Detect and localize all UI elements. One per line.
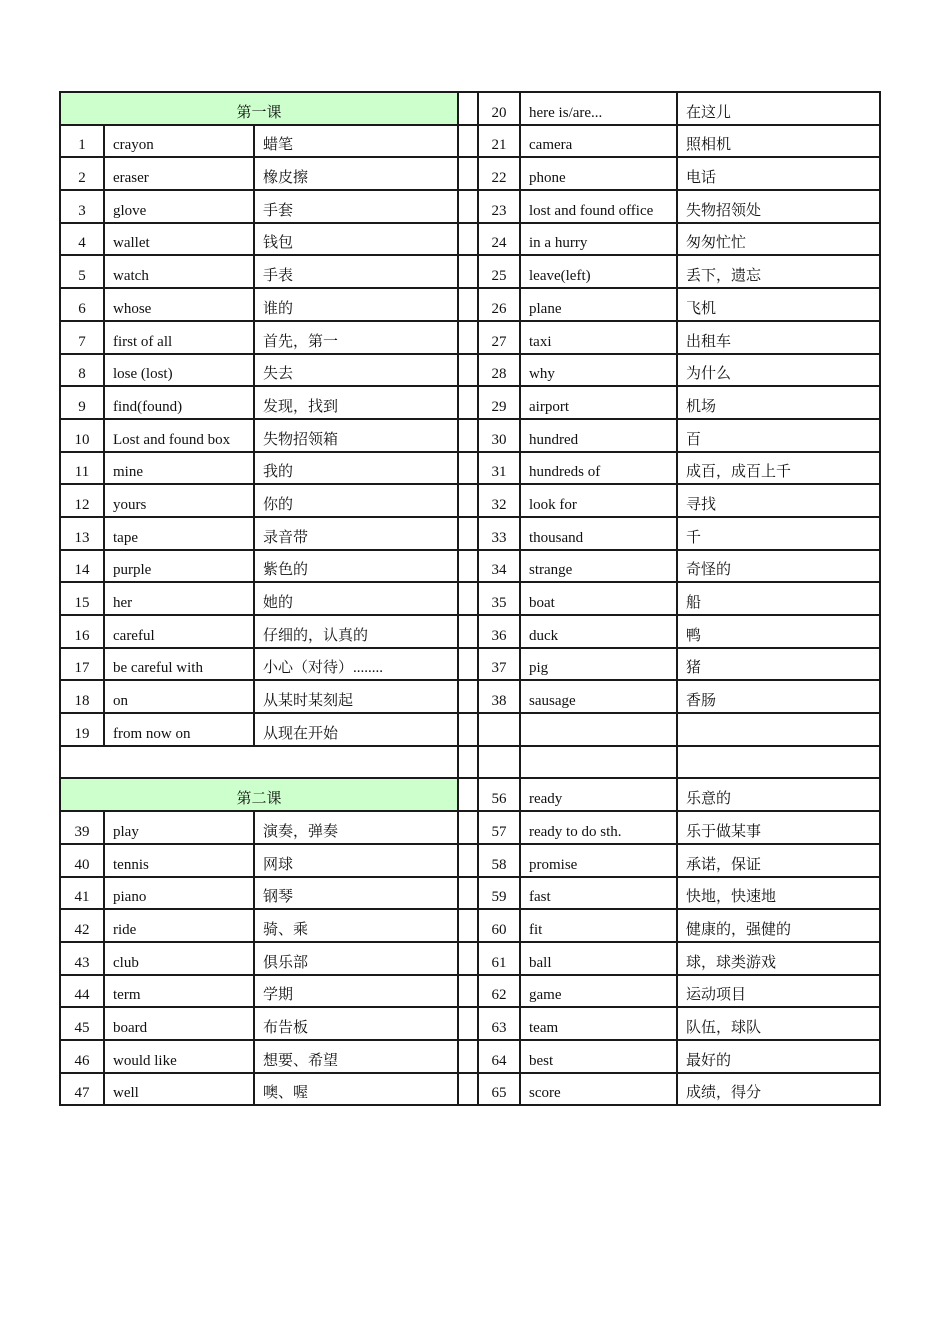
table-row [60,1073,880,1106]
entry-number: 41 [60,877,104,910]
entry-english: duck [520,615,677,648]
lesson-title: 第二课 [60,778,458,811]
entry-chinese: 演奏，弹奏 [254,811,458,844]
column-gap [458,975,478,1008]
entry-english: ball [520,942,677,975]
entry-english: watch [104,255,254,288]
entry-number: 17 [60,648,104,681]
table-row [60,1007,880,1040]
entry-english: ready [520,778,677,811]
entry-number: 31 [478,452,520,485]
entry-chinese: 出租车 [677,321,880,354]
entry-chinese: 成百，成百上千 [677,452,880,485]
entry-english: boat [520,582,677,615]
entry-number: 26 [478,288,520,321]
entry-chinese: 钢琴 [254,877,458,910]
entry-chinese: 在这儿 [677,92,880,125]
column-gap [458,419,478,452]
entry-number: 37 [478,648,520,681]
table-row [60,844,880,877]
entry-number: 39 [60,811,104,844]
entry-chinese: 从某时某刻起 [254,680,458,713]
entry-chinese: 乐意的 [677,778,880,811]
entry-number: 25 [478,255,520,288]
entry-english: fast [520,877,677,910]
table-row [60,517,880,550]
entry-english: hundreds of [520,452,677,485]
entry-chinese: 飞机 [677,288,880,321]
column-gap [458,1073,478,1106]
entry-chinese: 乐于做某事 [677,811,880,844]
entry-english: find(found) [104,386,254,419]
empty-cell [520,746,677,779]
entry-number: 18 [60,680,104,713]
entry-chinese: 机场 [677,386,880,419]
entry-chinese: 录音带 [254,517,458,550]
column-gap [458,288,478,321]
entry-english: plane [520,288,677,321]
entry-number: 28 [478,354,520,387]
entry-english: play [104,811,254,844]
table-row [60,615,880,648]
entry-chinese: 匆匆忙忙 [677,223,880,256]
entry-number: 62 [478,975,520,1008]
entry-chinese: 她的 [254,582,458,615]
table-row [60,1040,880,1073]
entry-number: 20 [478,92,520,125]
column-gap [458,1040,478,1073]
empty-cell [520,713,677,746]
entry-chinese: 失去 [254,354,458,387]
entry-number: 14 [60,550,104,583]
entry-english: in a hurry [520,223,677,256]
separator-row [60,746,880,779]
entry-number: 29 [478,386,520,419]
entry-english: best [520,1040,677,1073]
entry-english: camera [520,125,677,158]
entry-english: leave(left) [520,255,677,288]
entry-chinese: 失物招领处 [677,190,880,223]
column-gap [458,92,478,125]
entry-english: hundred [520,419,677,452]
entry-english: game [520,975,677,1008]
entry-english: score [520,1073,677,1106]
entry-english: fit [520,909,677,942]
table-row [60,288,880,321]
entry-number: 34 [478,550,520,583]
column-gap [458,125,478,158]
column-gap [458,778,478,811]
entry-number: 47 [60,1073,104,1106]
entry-number: 64 [478,1040,520,1073]
entry-english: why [520,354,677,387]
entry-chinese: 失物招领箱 [254,419,458,452]
entry-number: 44 [60,975,104,1008]
entry-number: 27 [478,321,520,354]
entry-chinese: 学期 [254,975,458,1008]
entry-english: eraser [104,157,254,190]
table-row [60,680,880,713]
entry-chinese: 橡皮擦 [254,157,458,190]
entry-number: 38 [478,680,520,713]
entry-number: 36 [478,615,520,648]
column-gap [458,713,478,746]
entry-english: team [520,1007,677,1040]
column-gap [458,321,478,354]
column-gap [458,844,478,877]
entry-chinese: 香肠 [677,680,880,713]
entry-chinese: 你的 [254,484,458,517]
entry-number: 10 [60,419,104,452]
entry-chinese: 队伍，球队 [677,1007,880,1040]
entry-english: board [104,1007,254,1040]
entry-number: 1 [60,125,104,158]
entry-chinese: 蜡笔 [254,125,458,158]
table-row [60,92,880,125]
table-row [60,223,880,256]
entry-number: 12 [60,484,104,517]
table-row [60,778,880,811]
table-row [60,582,880,615]
entry-chinese: 鸭 [677,615,880,648]
empty-cell [677,713,880,746]
entry-number: 15 [60,582,104,615]
entry-number: 46 [60,1040,104,1073]
entry-english: strange [520,550,677,583]
entry-chinese: 小心（对待）........ [254,648,458,681]
column-gap [458,255,478,288]
column-gap [458,354,478,387]
entry-english: be careful with [104,648,254,681]
entry-chinese: 布告板 [254,1007,458,1040]
entry-number: 57 [478,811,520,844]
empty-cell [60,746,458,779]
table-row [60,811,880,844]
entry-number: 42 [60,909,104,942]
column-gap [458,386,478,419]
entry-number: 30 [478,419,520,452]
column-gap [458,942,478,975]
entry-english: term [104,975,254,1008]
entry-chinese: 照相机 [677,125,880,158]
entry-english: promise [520,844,677,877]
entry-chinese: 网球 [254,844,458,877]
entry-english: sausage [520,680,677,713]
entry-english: ready to do sth. [520,811,677,844]
entry-number: 8 [60,354,104,387]
entry-chinese: 运动项目 [677,975,880,1008]
entry-number: 3 [60,190,104,223]
entry-number: 61 [478,942,520,975]
entry-number: 11 [60,452,104,485]
entry-number: 58 [478,844,520,877]
table-row [60,255,880,288]
column-gap [458,484,478,517]
entry-number: 6 [60,288,104,321]
entry-english: here is/are... [520,92,677,125]
column-gap [458,648,478,681]
entry-english: thousand [520,517,677,550]
entry-chinese: 俱乐部 [254,942,458,975]
table-row [60,877,880,910]
entry-number: 43 [60,942,104,975]
entry-chinese: 千 [677,517,880,550]
vocabulary-table [59,91,881,1106]
column-gap [458,517,478,550]
entry-english: careful [104,615,254,648]
entry-english: club [104,942,254,975]
entry-english: purple [104,550,254,583]
entry-english: mine [104,452,254,485]
entry-english: first of all [104,321,254,354]
entry-number: 24 [478,223,520,256]
table-row [60,909,880,942]
entry-chinese: 我的 [254,452,458,485]
entry-number: 35 [478,582,520,615]
entry-english: lost and found office [520,190,677,223]
table-row [60,386,880,419]
lesson-title: 第一课 [60,92,458,125]
column-gap [458,680,478,713]
entry-english: from now on [104,713,254,746]
entry-number: 19 [60,713,104,746]
entry-chinese: 最好的 [677,1040,880,1073]
table-row [60,713,880,746]
column-gap [458,811,478,844]
entry-number: 56 [478,778,520,811]
column-gap [458,550,478,583]
entry-chinese: 从现在开始 [254,713,458,746]
entry-number: 5 [60,255,104,288]
entry-chinese: 承诺，保证 [677,844,880,877]
entry-number: 33 [478,517,520,550]
table-row [60,550,880,583]
entry-chinese: 百 [677,419,880,452]
entry-english: on [104,680,254,713]
column-gap [458,452,478,485]
entry-chinese: 成绩，得分 [677,1073,880,1106]
entry-english: taxi [520,321,677,354]
entry-english: yours [104,484,254,517]
entry-number: 65 [478,1073,520,1106]
table-row [60,157,880,190]
entry-chinese: 电话 [677,157,880,190]
table-row [60,419,880,452]
entry-english: airport [520,386,677,419]
empty-cell [478,746,520,779]
table-row [60,484,880,517]
entry-chinese: 船 [677,582,880,615]
entry-english: lose (lost) [104,354,254,387]
column-gap [458,909,478,942]
table-row [60,942,880,975]
entry-english: crayon [104,125,254,158]
entry-chinese: 仔细的，认真的 [254,615,458,648]
entry-english: whose [104,288,254,321]
entry-english: pig [520,648,677,681]
entry-english: would like [104,1040,254,1073]
entry-number: 63 [478,1007,520,1040]
entry-number: 45 [60,1007,104,1040]
entry-chinese: 快地，快速地 [677,877,880,910]
entry-number: 32 [478,484,520,517]
entry-english: tape [104,517,254,550]
empty-cell [677,746,880,779]
entry-chinese: 噢、喔 [254,1073,458,1106]
entry-number: 7 [60,321,104,354]
entry-number: 9 [60,386,104,419]
column-gap [458,223,478,256]
entry-english: Lost and found box [104,419,254,452]
entry-chinese: 寻找 [677,484,880,517]
column-gap [458,157,478,190]
entry-chinese: 手套 [254,190,458,223]
column-gap [458,877,478,910]
column-gap [458,746,478,779]
entry-chinese: 手表 [254,255,458,288]
entry-english: piano [104,877,254,910]
entry-number: 59 [478,877,520,910]
entry-number: 2 [60,157,104,190]
table-row [60,321,880,354]
empty-cell [478,713,520,746]
table-row [60,648,880,681]
entry-chinese: 丢下，遗忘 [677,255,880,288]
entry-chinese: 紫色的 [254,550,458,583]
entry-chinese: 奇怪的 [677,550,880,583]
entry-chinese: 骑、乘 [254,909,458,942]
entry-english: tennis [104,844,254,877]
entry-chinese: 发现，找到 [254,386,458,419]
table-row [60,452,880,485]
entry-english: well [104,1073,254,1106]
entry-number: 21 [478,125,520,158]
column-gap [458,615,478,648]
entry-chinese: 钱包 [254,223,458,256]
entry-chinese: 猪 [677,648,880,681]
entry-chinese: 健康的，强健的 [677,909,880,942]
entry-chinese: 想要、希望 [254,1040,458,1073]
entry-number: 23 [478,190,520,223]
entry-number: 16 [60,615,104,648]
entry-chinese: 为什么 [677,354,880,387]
table-row [60,125,880,158]
entry-number: 4 [60,223,104,256]
entry-english: ride [104,909,254,942]
entry-english: look for [520,484,677,517]
column-gap [458,582,478,615]
entry-chinese: 球，球类游戏 [677,942,880,975]
entry-number: 22 [478,157,520,190]
entry-english: wallet [104,223,254,256]
table-row [60,354,880,387]
entry-english: phone [520,157,677,190]
entry-number: 13 [60,517,104,550]
entry-chinese: 首先，第一 [254,321,458,354]
entry-chinese: 谁的 [254,288,458,321]
column-gap [458,190,478,223]
entry-english: her [104,582,254,615]
entry-number: 40 [60,844,104,877]
entry-english: glove [104,190,254,223]
column-gap [458,1007,478,1040]
table-row [60,975,880,1008]
table-row [60,190,880,223]
entry-number: 60 [478,909,520,942]
